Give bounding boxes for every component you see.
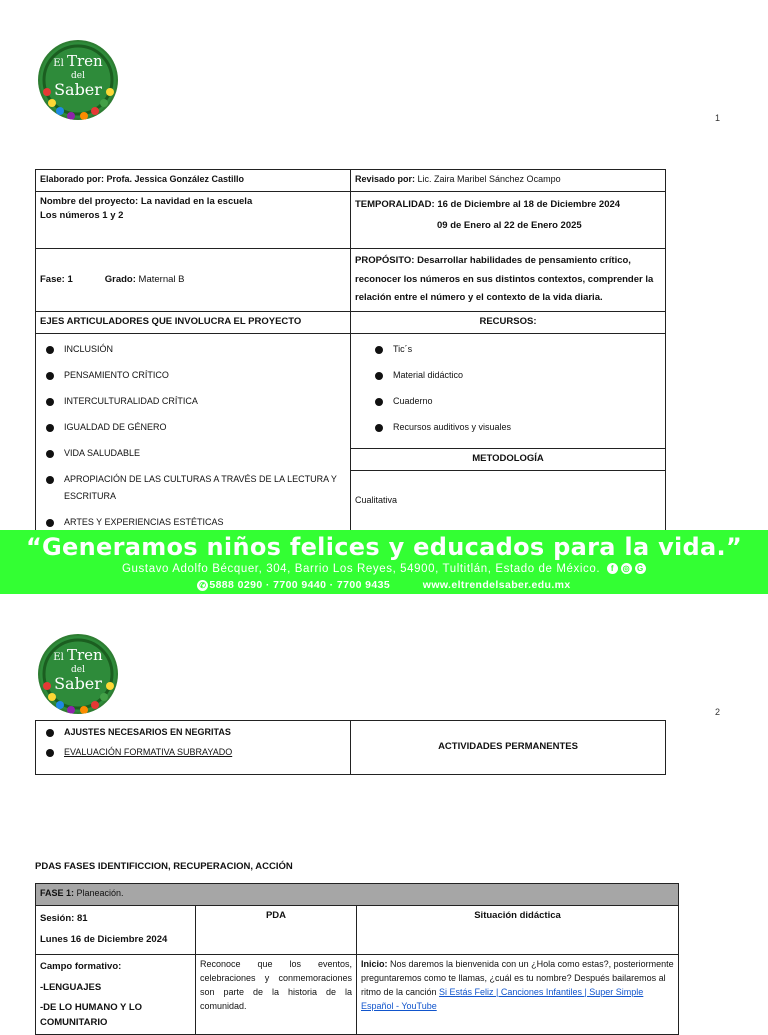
ejes-header-text: EJES ARTICULADORES QUE INVOLUCRA EL PROYECTO: [40, 315, 302, 327]
campo-cell: [36, 954, 196, 1034]
banner-phones: 5888 0290 · 7700 9440 · 7700 9435: [209, 579, 391, 591]
recurso-item: Cuaderno: [369, 393, 661, 409]
eje-item: PENSAMIENTO CRÍTICO: [40, 367, 346, 383]
page-number-2: 2: [715, 707, 721, 717]
page-number-1: 1: [715, 113, 721, 123]
pda-header: [196, 906, 357, 955]
grado-value: Maternal B: [135, 273, 185, 285]
revisado-value: Lic. Zaira Maribel Sánchez Ocampo: [415, 174, 561, 184]
instagram-icon[interactable]: ◎: [622, 564, 631, 574]
campo-2: -DE LO HUMANO Y LO COMUNITARIO: [40, 1001, 143, 1029]
revisado-cell: [351, 170, 666, 192]
temporalidad-line1: TEMPORALIDAD: 16 de Diciembre al 18 de Diciembre 2024: [355, 199, 621, 210]
sesion-label: Sesión: 81: [40, 913, 88, 924]
fase-label: Fase: 1: [40, 273, 73, 285]
campo-label: Campo formativo:: [40, 960, 122, 972]
logo-del: del: [71, 71, 85, 81]
pda-header-text: PDA: [265, 910, 287, 921]
metodologia-cell: [351, 471, 666, 531]
logo-tren: Tren: [66, 646, 103, 664]
legend-table: [35, 720, 666, 775]
legend-right-cell: [351, 721, 666, 775]
google-plus-icon[interactable]: G: [635, 563, 646, 574]
metodologia-value: Cualitativa: [355, 495, 398, 506]
pdas-title: PDAS FASES IDENTIFICCION, RECUPERACION, ACCIÓN: [35, 861, 293, 872]
logo-el: El: [53, 652, 64, 663]
fase-value-p2: Planeación.: [74, 888, 124, 898]
situacion-header-text: Situación didáctica: [474, 910, 561, 921]
legend-list: [40, 724, 346, 760]
proposito-cell: [351, 249, 666, 312]
elaborado-label: Elaborado por: Profa. Jessica González Castillo: [40, 174, 245, 184]
grado-label: Grado:: [104, 273, 136, 285]
metodologia-header-text: METODOLOGÍA: [472, 453, 544, 465]
eje-item: VIDA SALUDABLE: [40, 445, 346, 461]
recurso-item: Tic´s: [369, 341, 661, 357]
elaborado-cell: [36, 170, 351, 192]
ejes-list-cell: [36, 333, 351, 557]
pda-text-cell: [196, 954, 357, 1034]
banner-address-line: [0, 563, 768, 575]
proposito-text: Desarrollar habilidades de pensamiento crítico, reconocer los números en sus distintos contextos, comprender la relación entre el número y el contexto de la vida diaria.: [355, 255, 654, 304]
eje-item: ARTES Y EXPERIENCIAS ESTÉTICAS: [40, 514, 346, 530]
inicio-label: Inicio:: [361, 958, 388, 969]
recurso-item: Material didáctico: [369, 367, 661, 383]
project-table: [35, 169, 666, 557]
song-link[interactable]: Si Estás Feliz | Canciones Infantiles | Super Simple Español - YouTube: [361, 986, 644, 1011]
planeacion-table: [35, 883, 679, 1035]
recursos-list-cell: [351, 333, 666, 449]
logo-tren: Tren: [66, 52, 103, 70]
eje-item: INTERCULTURALIDAD CRÍTICA: [40, 393, 346, 409]
ejes-header: [36, 311, 351, 333]
recursos-header: [351, 311, 666, 333]
ejes-list: [40, 341, 346, 531]
proyecto-cell: [36, 192, 351, 249]
legend-left-cell: [36, 721, 351, 775]
fase-label-p2: FASE 1:: [40, 888, 75, 898]
fase-row: [36, 884, 679, 906]
banner-contact: [0, 579, 768, 591]
logo-saber: Saber: [54, 80, 102, 99]
recursos-header-text: RECURSOS:: [479, 315, 537, 327]
banner-slogan: “Generamos niños felices y educados para la vida.”: [25, 533, 743, 561]
temporalidad-cell: [351, 192, 666, 249]
inicio-text: Nos daremos la bienvenida con un ¿Hola como estas?, posteriormente preguntaremos como te llamas, ¿cuál es tu nombre? Después bailaremos al ritmo de la canción: [361, 958, 674, 997]
actividades-permanentes: ACTIVIDADES PERMANENTES: [438, 741, 578, 753]
sesion-date: Lunes 16 de Diciembre 2024: [40, 933, 168, 945]
school-logo-page2: [38, 634, 118, 714]
inicio-cell: [357, 954, 679, 1034]
pda-text: Reconoce que los eventos, celebraciones y conmemoraciones son parte de la historia de la comunidad.: [200, 958, 352, 1011]
revisado-label: Revisado por:: [355, 174, 416, 184]
facebook-icon[interactable]: f: [607, 563, 618, 574]
logo-del: del: [71, 665, 85, 675]
eje-item: APROPIACIÓN DE LAS CULTURAS A TRAVÉS DE LA LECTURA Y ESCRITURA: [40, 471, 346, 503]
proyecto-line2: Los números 1 y 2: [40, 210, 124, 222]
situacion-header: [357, 906, 679, 955]
footer-banner: [0, 530, 768, 594]
legend-item-underline: EVALUACIÓN FORMATIVA SUBRAYADO: [40, 744, 346, 760]
proyecto-line1: Nombre del proyecto: La navidad en la escuela: [40, 196, 253, 207]
phone-icon: ✆: [199, 580, 207, 590]
recurso-item: Recursos auditivos y visuales: [369, 419, 661, 435]
banner-address: Gustavo Adolfo Bécquer, 304, Barrio Los Reyes, 54900, Tultitlán, Estado de México.: [122, 563, 601, 575]
logo-saber: Saber: [54, 674, 102, 693]
proposito-label: PROPÓSITO:: [355, 255, 415, 266]
eje-item: INCLUSIÓN: [40, 341, 346, 357]
school-logo: [38, 40, 118, 120]
metodologia-header: [351, 449, 666, 471]
eje-item: IGUALDAD DE GÉNERO: [40, 419, 346, 435]
recursos-list: [355, 341, 661, 436]
logo-el: El: [53, 58, 64, 69]
banner-website[interactable]: www.eltrendelsaber.edu.mx: [422, 579, 571, 591]
sesion-cell: [36, 906, 196, 955]
campo-1: -LENGUAJES: [40, 981, 102, 993]
legend-item-bold: AJUSTES NECESARIOS EN NEGRITAS: [40, 724, 346, 740]
temporalidad-line2: 09 de Enero al 22 de Enero 2025: [437, 219, 582, 231]
fase-grado-cell: [36, 249, 351, 312]
